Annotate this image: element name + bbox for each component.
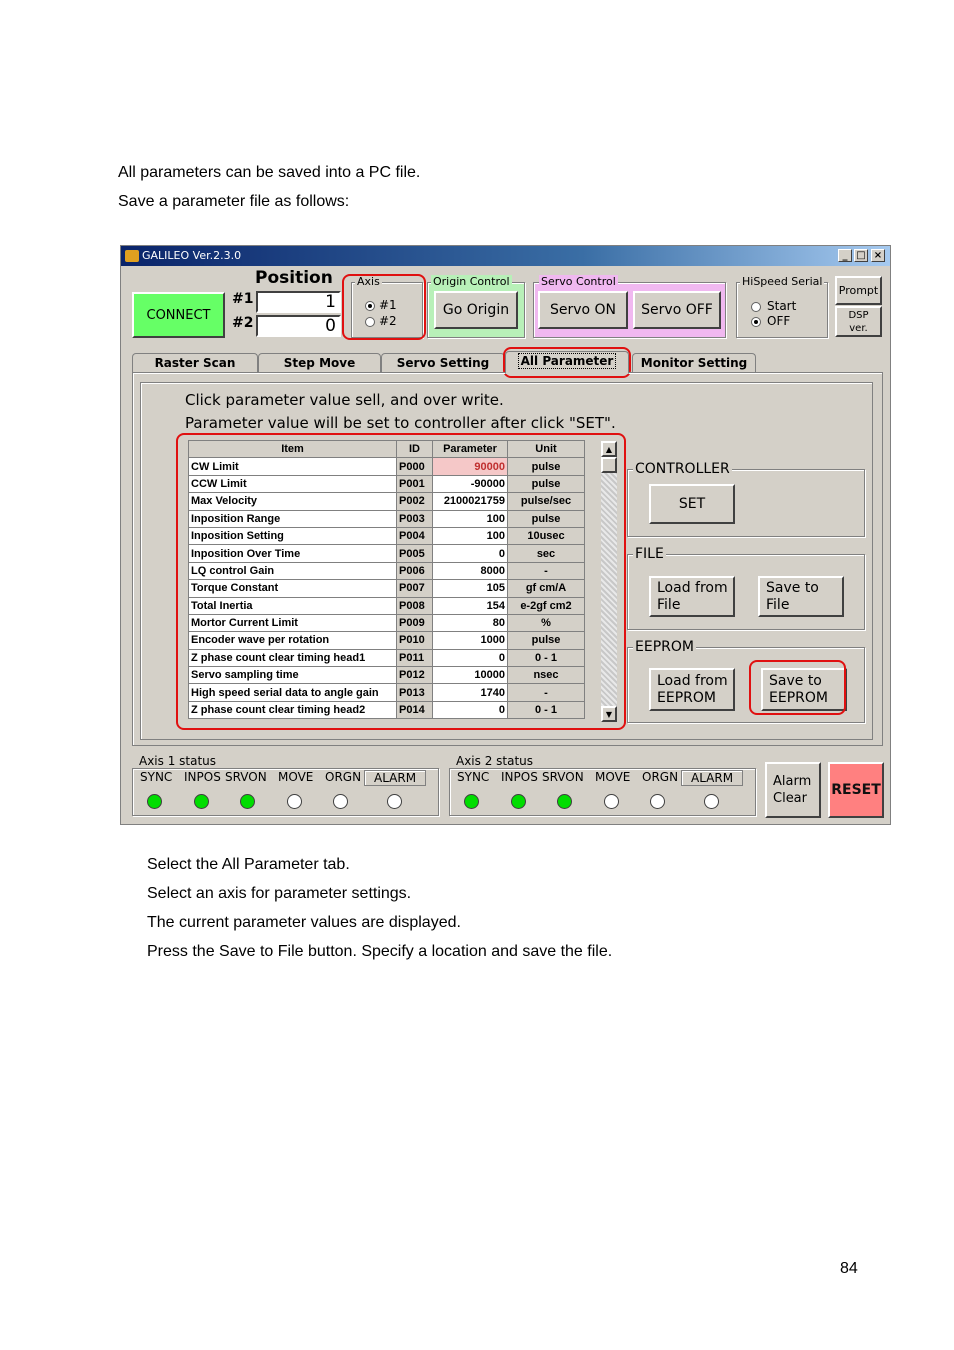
param-id: P002	[397, 493, 433, 510]
param-id: P014	[397, 701, 433, 718]
axis-highlight	[342, 274, 426, 340]
axis1-label-orgn: ORGN	[325, 770, 362, 784]
close-icon[interactable]: ×	[871, 249, 885, 262]
param-unit: -	[508, 684, 585, 701]
prompt-button[interactable]: Prompt	[835, 276, 882, 305]
pos1-label: #1	[232, 291, 254, 307]
dsp-ver-button[interactable]: DSP ver.	[835, 306, 882, 337]
tab-monitor-setting[interactable]: Monitor Setting	[632, 353, 756, 372]
param-id: P001	[397, 475, 433, 492]
param-value[interactable]: 0	[433, 701, 508, 718]
axis-1-label: #1	[379, 298, 397, 312]
axis2-led-move	[604, 794, 619, 809]
instruction-line-1: Click parameter value sell, and over write.	[185, 391, 504, 409]
axis2-label-sync: SYNC	[457, 770, 490, 784]
step-3: The current parameter values are displayed.	[147, 914, 461, 931]
axis-group-label: Axis	[357, 275, 380, 288]
param-item: CCW Limit	[189, 475, 397, 492]
param-id: P003	[397, 510, 433, 527]
maximize-icon[interactable]: □	[854, 249, 868, 262]
param-value[interactable]: 90000	[433, 458, 508, 475]
axis1-led-orgn	[333, 794, 348, 809]
param-id: P013	[397, 684, 433, 701]
controller-group-label: CONTROLLER	[635, 461, 730, 477]
param-value[interactable]: -90000	[433, 475, 508, 492]
header-unit: Unit	[508, 441, 585, 458]
axis2-label-alarm: ALARM	[681, 770, 743, 786]
axis2-status-label: Axis 2 status	[456, 754, 534, 768]
servo-on-button[interactable]: Servo ON	[538, 291, 628, 329]
param-id: P005	[397, 545, 433, 562]
tab-step-move[interactable]: Step Move	[258, 353, 381, 372]
pos2-label: #2	[232, 315, 254, 331]
app-icon	[125, 250, 139, 262]
header-item: Item	[189, 441, 397, 458]
intro-line-2: Save a parameter file as follows:	[118, 193, 350, 210]
eeprom-group-label: EEPROM	[635, 639, 694, 655]
connect-button[interactable]: CONNECT	[132, 292, 225, 338]
param-id: P009	[397, 614, 433, 631]
param-item: Mortor Current Limit	[189, 614, 397, 631]
origin-control-label: Origin Control	[433, 275, 510, 288]
param-item: LQ control Gain	[189, 562, 397, 579]
param-value[interactable]: 105	[433, 580, 508, 597]
param-unit: pulse	[508, 458, 585, 475]
param-item: Max Velocity	[189, 493, 397, 510]
hispeed-off-label: OFF	[767, 314, 791, 328]
param-item: Inposition Over Time	[189, 545, 397, 562]
param-unit: pulse/sec	[508, 493, 585, 510]
param-unit: %	[508, 614, 585, 631]
param-id: P008	[397, 597, 433, 614]
param-id: P012	[397, 667, 433, 684]
param-value[interactable]: 0	[433, 545, 508, 562]
param-item: Torque Constant	[189, 580, 397, 597]
file-group-label: FILE	[635, 546, 664, 562]
param-unit: sec	[508, 545, 585, 562]
axis1-led-move	[287, 794, 302, 809]
header-id: ID	[397, 441, 433, 458]
galileo-window	[120, 245, 891, 825]
param-unit: 0 - 1	[508, 701, 585, 718]
alarm-clear-button[interactable]: Alarm Clear	[765, 762, 821, 818]
param-item: Encoder wave per rotation	[189, 632, 397, 649]
axis1-label-move: MOVE	[278, 770, 314, 784]
axis-2-label: #2	[379, 314, 397, 328]
step-4: Press the Save to File button. Specify a location and save the file.	[147, 943, 613, 960]
param-unit: gf cm/A	[508, 580, 585, 597]
hispeed-start-label: Start	[767, 299, 797, 313]
param-id: P007	[397, 580, 433, 597]
axis2-led-orgn	[650, 794, 665, 809]
param-id: P011	[397, 649, 433, 666]
tab-servo-setting[interactable]: Servo Setting	[381, 353, 505, 372]
param-value[interactable]: 100	[433, 527, 508, 544]
param-value[interactable]: 154	[433, 597, 508, 614]
param-unit: pulse	[508, 475, 585, 492]
window-title: GALILEO Ver.2.3.0	[142, 249, 242, 262]
param-id: P004	[397, 527, 433, 544]
axis1-label-alarm: ALARM	[364, 770, 426, 786]
title-bar	[121, 246, 890, 266]
axis2-led-sync	[464, 794, 479, 809]
param-unit: nsec	[508, 667, 585, 684]
pos1-input[interactable]: 1	[256, 291, 341, 313]
axis2-led-inpos	[511, 794, 526, 809]
load-from-eeprom-button[interactable]: Load from EEPROM	[649, 668, 735, 711]
param-item: High speed serial data to angle gain	[189, 684, 397, 701]
param-item: CW Limit	[189, 458, 397, 475]
position-label: Position	[255, 268, 333, 288]
hispeed-off-radio[interactable]	[751, 317, 761, 327]
servo-off-button[interactable]: Servo OFF	[633, 291, 721, 329]
axis2-label-move: MOVE	[595, 770, 631, 784]
save-to-eeprom-button[interactable]: Save to EEPROM	[761, 668, 847, 711]
axis1-label-inpos: INPOS	[184, 770, 221, 784]
param-unit: pulse	[508, 510, 585, 527]
scroll-up-icon[interactable]: ▲	[601, 441, 617, 457]
param-item: Inposition Setting	[189, 527, 397, 544]
go-origin-button[interactable]: Go Origin	[434, 291, 518, 329]
axis1-led-alarm	[387, 794, 402, 809]
scroll-down-icon[interactable]: ▼	[601, 706, 617, 722]
save-to-file-button[interactable]: Save to File	[758, 576, 844, 617]
hispeed-start-radio[interactable]	[751, 302, 761, 312]
param-item: Z phase count clear timing head2	[189, 701, 397, 718]
param-value[interactable]: 8000	[433, 562, 508, 579]
param-unit: pulse	[508, 632, 585, 649]
set-button[interactable]: SET	[649, 484, 735, 524]
step-2: Select an axis for parameter settings.	[147, 885, 412, 902]
instruction-line-2: Parameter value will be set to controller after click "SET".	[185, 414, 616, 432]
intro-line-1: All parameters can be saved into a PC file.	[118, 164, 421, 181]
axis1-status-label: Axis 1 status	[139, 754, 217, 768]
param-value[interactable]: 10000	[433, 667, 508, 684]
tab-all-parameter[interactable]	[505, 351, 629, 374]
param-value[interactable]: 0	[433, 649, 508, 666]
axis2-led-alarm	[704, 794, 719, 809]
hispeed-serial-label: HiSpeed Serial	[742, 275, 823, 288]
param-unit: 10usec	[508, 527, 585, 544]
param-unit: e-2gf cm2	[508, 597, 585, 614]
axis1-label-sync: SYNC	[140, 770, 173, 784]
axis2-label-inpos: INPOS	[501, 770, 538, 784]
axis1-led-inpos	[194, 794, 209, 809]
param-value[interactable]: 100	[433, 510, 508, 527]
param-id: P010	[397, 632, 433, 649]
pos2-input[interactable]: 0	[256, 315, 341, 337]
save-eeprom-highlight	[749, 660, 846, 715]
axis1-led-sync	[147, 794, 162, 809]
param-value[interactable]: 1740	[433, 684, 508, 701]
header-parameter: Parameter	[433, 441, 508, 458]
param-item: Z phase count clear timing head1	[189, 649, 397, 666]
param-id: P000	[397, 458, 433, 475]
param-value[interactable]: 1000	[433, 632, 508, 649]
minimize-icon[interactable]: _	[838, 249, 852, 262]
table-highlight	[176, 433, 626, 730]
param-unit: -	[508, 562, 585, 579]
param-value[interactable]: 80	[433, 614, 508, 631]
servo-control-label: Servo Control	[541, 275, 616, 288]
axis2-label-orgn: ORGN	[642, 770, 679, 784]
tab-raster-scan[interactable]: Raster Scan	[132, 353, 258, 372]
param-unit: 0 - 1	[508, 649, 585, 666]
axis1-label-srvon: SRVON	[225, 770, 267, 784]
param-item: Servo sampling time	[189, 667, 397, 684]
tab-all-parameter-label: All Parameter	[518, 353, 617, 369]
step-1: Select the All Parameter tab.	[147, 856, 350, 873]
param-item: Total Inertia	[189, 597, 397, 614]
param-id: P006	[397, 562, 433, 579]
page-number: 84	[840, 1260, 858, 1277]
axis2-led-srvon	[557, 794, 572, 809]
reset-button[interactable]: RESET	[828, 762, 884, 818]
axis2-label-srvon: SRVON	[542, 770, 584, 784]
load-from-file-button[interactable]: Load from File	[649, 576, 735, 617]
param-value[interactable]: 2100021759	[433, 493, 508, 510]
param-item: Inposition Range	[189, 510, 397, 527]
axis1-led-srvon	[240, 794, 255, 809]
